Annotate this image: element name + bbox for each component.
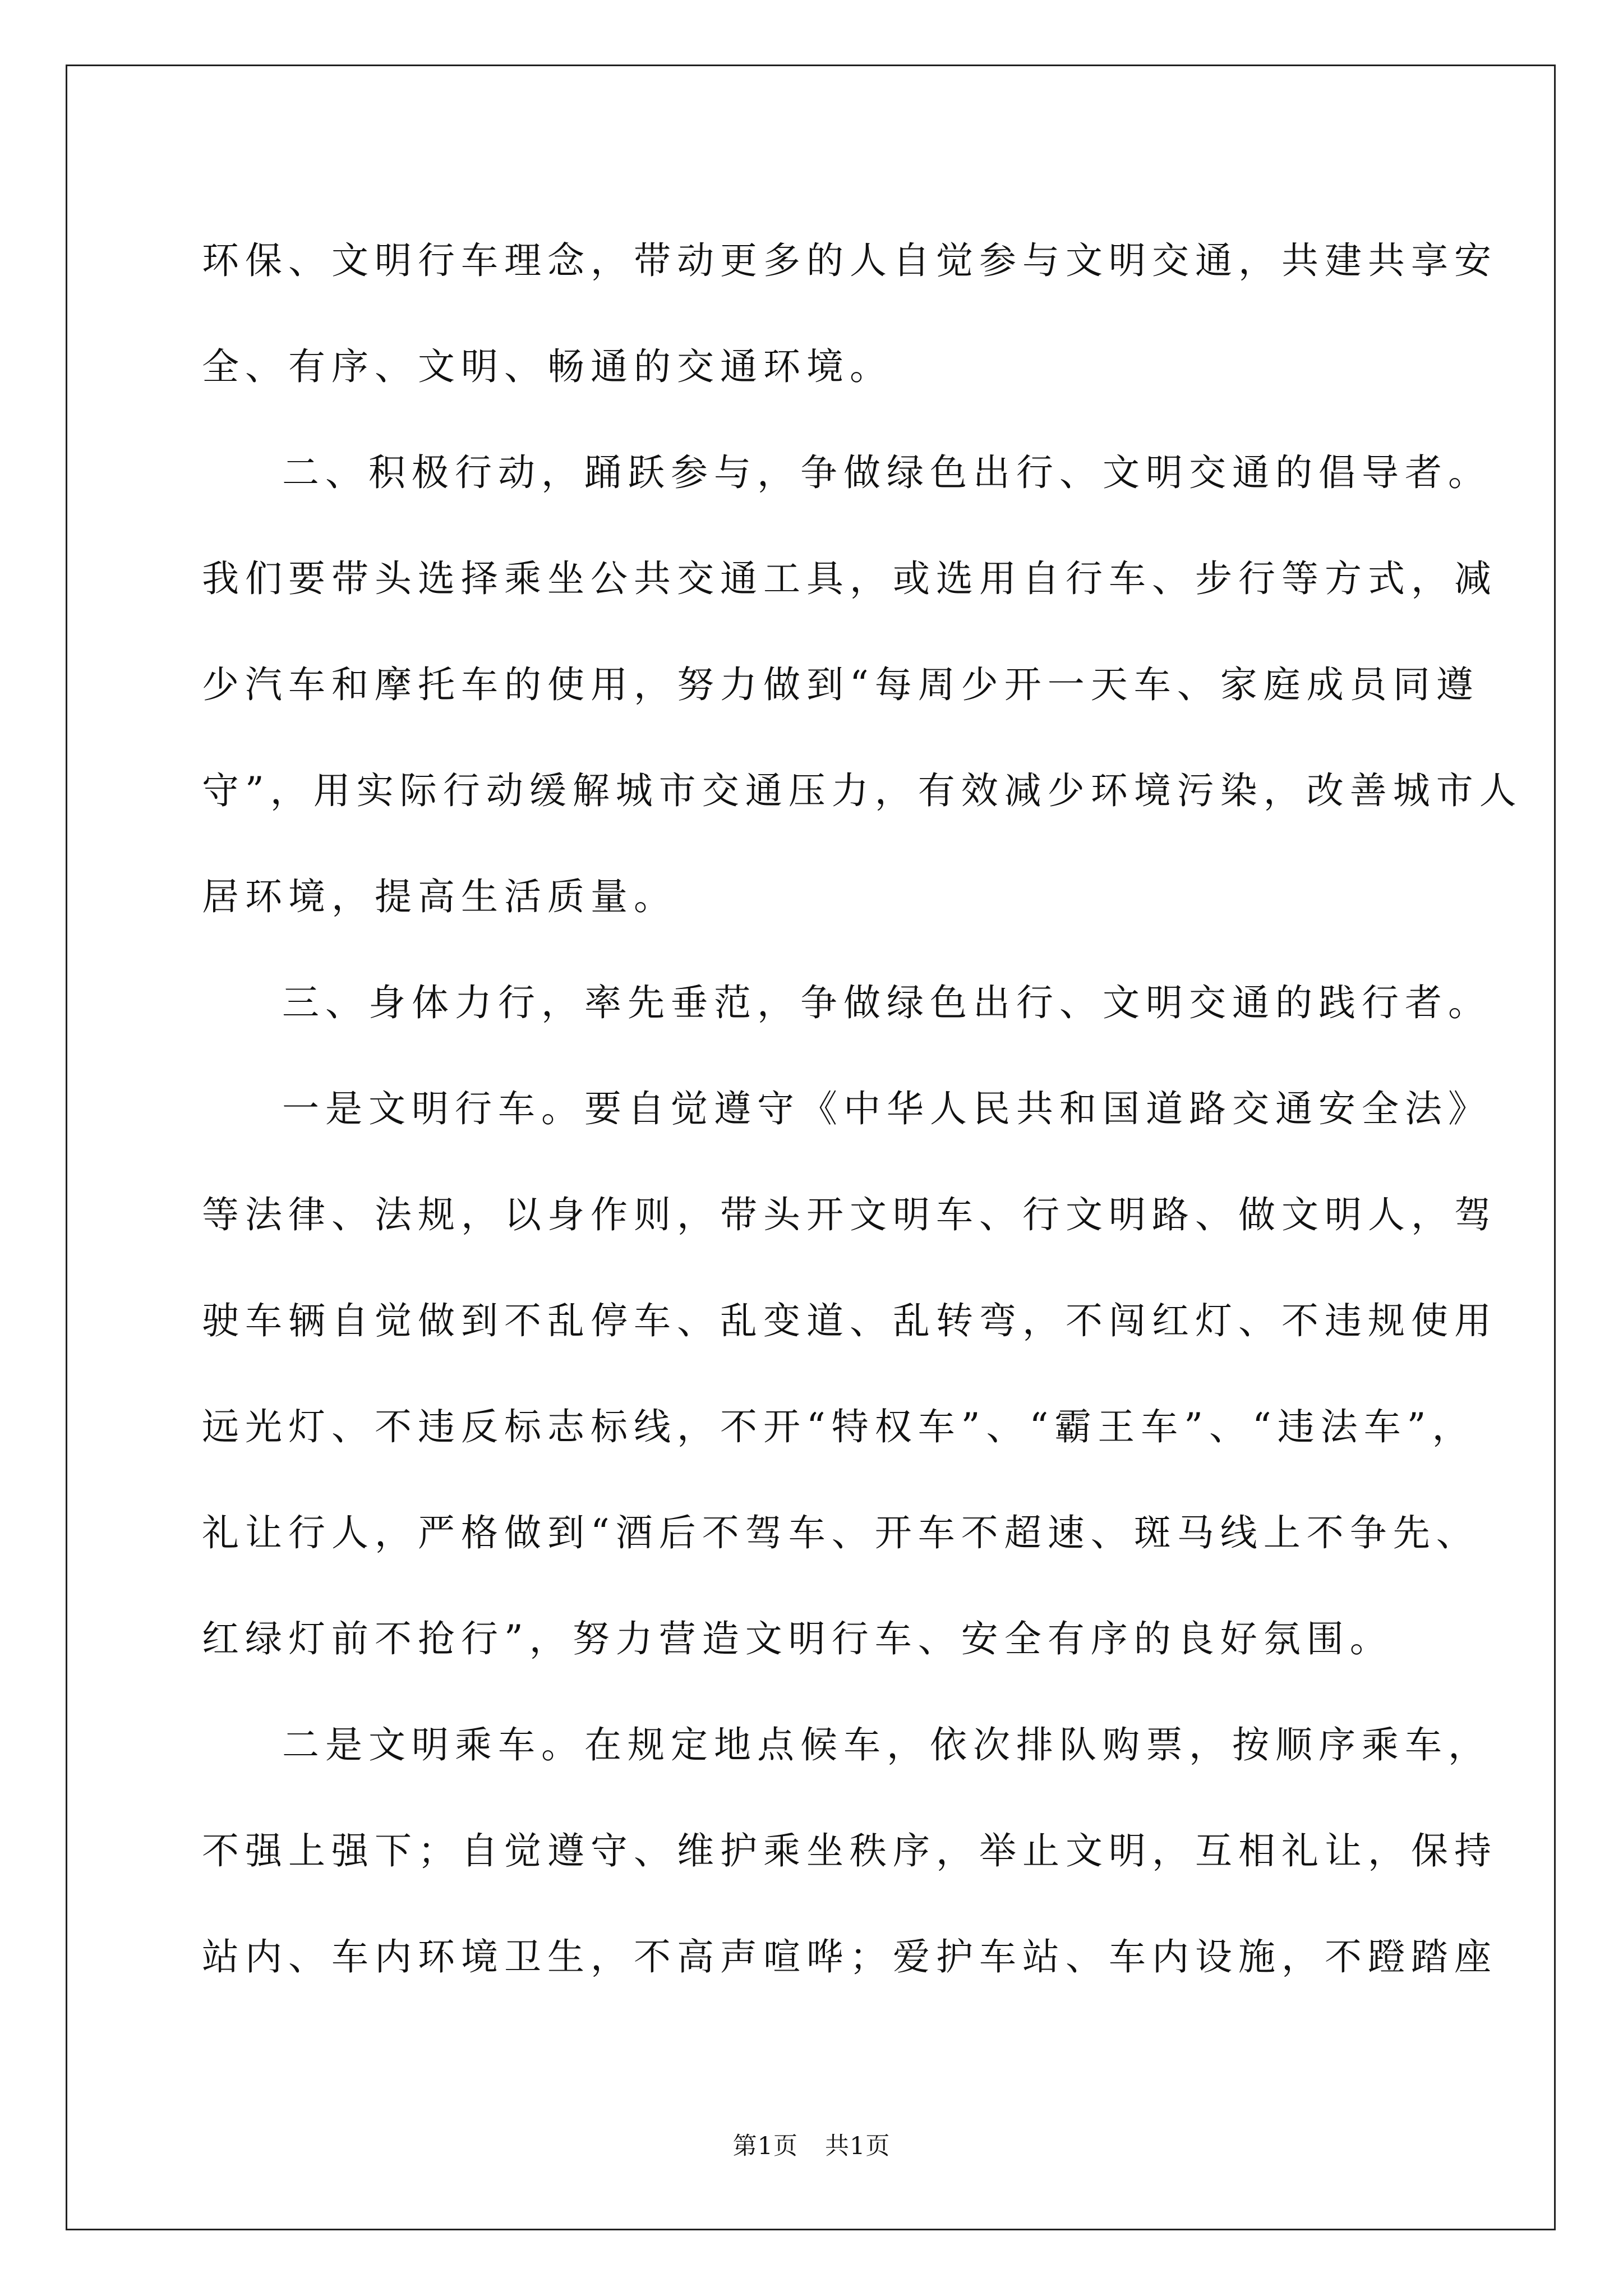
text-line: 全、有序、文明、畅通的交通环境。 bbox=[202, 345, 893, 388]
text-line: 礼让行人，严格做到“酒后不驾车、开车不超速、斑马线上不争先、 bbox=[202, 1511, 1479, 1554]
page-number-total: 共1页 bbox=[825, 2132, 891, 2160]
text-line: 居环境，提高生活质量。 bbox=[202, 875, 677, 918]
text-line: 我们要带头选择乘坐公共交通工具，或选用自行车、步行等方式，减 bbox=[202, 557, 1497, 600]
page-footer bbox=[0, 2129, 1623, 2163]
paragraph-heading: 三、身体力行，率先垂范，争做绿色出行、文明交通的践行者。 bbox=[282, 981, 1491, 1024]
text-line: 驶车辆自觉做到不乱停车、乱变道、乱转弯，不闯红灯、不违规使用 bbox=[202, 1299, 1497, 1342]
text-line: 远光灯、不违反标志标线，不开“特权车”、“霸王车”、“违法车”， bbox=[202, 1405, 1476, 1448]
paragraph-heading: 二、积极行动，踊跃参与，争做绿色出行、文明交通的倡导者。 bbox=[282, 451, 1491, 494]
document-body bbox=[202, 208, 1523, 2010]
page-number-current: 第1页 bbox=[732, 2132, 798, 2160]
text-line: 站内、车内环境卫生，不高声喧哗；爱护车站、车内设施，不蹬踏座 bbox=[202, 1935, 1497, 1978]
text-line: 不强上强下；自觉遵守、维护乘坐秩序，举止文明，互相礼让，保持 bbox=[202, 1829, 1497, 1872]
text-line: 一是文明行车。要自觉遵守《中华人民共和国道路交通安全法》 bbox=[282, 1087, 1491, 1130]
text-line: 二是文明乘车。在规定地点候车，依次排队购票，按顺序乘车， bbox=[282, 1723, 1491, 1766]
text-line: 环保、文明行车理念，带动更多的人自觉参与文明交通，共建共享安 bbox=[202, 239, 1497, 282]
text-line: 守”，用实际行动缓解城市交通压力，有效减少环境污染，改善城市人 bbox=[202, 769, 1523, 812]
text-line: 红绿灯前不抢行”，努力营造文明行车、安全有序的良好氛围。 bbox=[202, 1617, 1393, 1660]
text-line: 等法律、法规，以身作则，带头开文明车、行文明路、做文明人，驾 bbox=[202, 1193, 1497, 1236]
text-line: 少汽车和摩托车的使用，努力做到“每周少开一天车、家庭成员同遵 bbox=[202, 663, 1479, 706]
